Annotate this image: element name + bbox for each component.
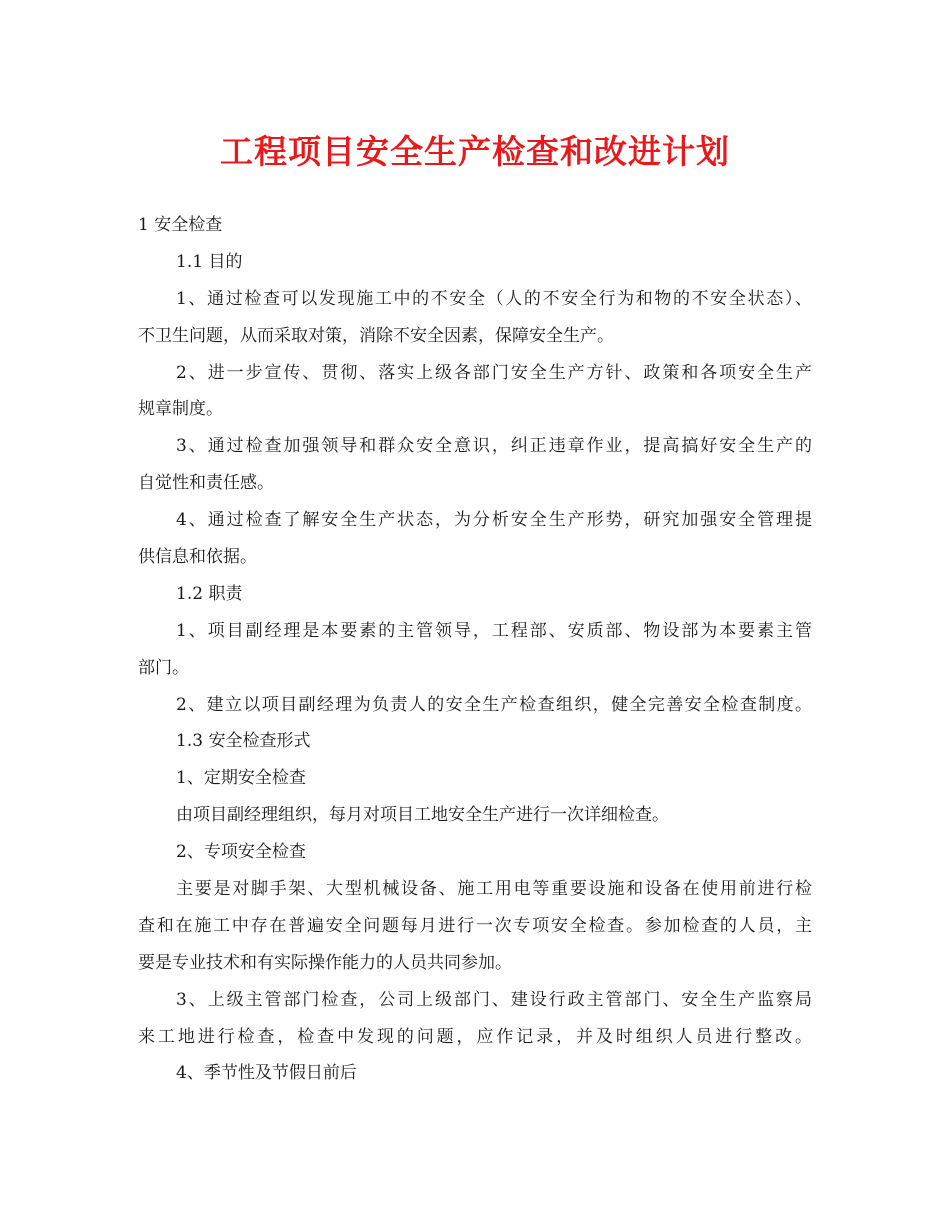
- text-line: 1、定期安全检查: [176, 768, 306, 789]
- text-line: 不卫生问题，从而采取对策，消除不安全因素，保障安全生产。: [138, 325, 614, 346]
- text-line: 规章制度。: [138, 399, 223, 420]
- text-line: 要是专业技术和有实际操作能力的人员共同参加。: [138, 952, 512, 973]
- text-line: 4、通过检查了解安全生产状态，为分析安全生产形势，研究加强安全管理提: [176, 510, 812, 531]
- document-title: 工程项目安全生产检查和改进计划: [220, 132, 730, 171]
- text-line: 由项目副经理组织，每月对项目工地安全生产进行一次详细检查。: [176, 805, 669, 826]
- text-line: 1、通过检查可以发现施工中的不安全（人的不安全行为和物的不安全状态）、: [176, 288, 812, 309]
- text-line: 2、建立以项目副经理为负责人的安全生产检查组织，健全完善安全检查制度。: [176, 694, 812, 715]
- text-line: 2、专项安全检查: [176, 842, 306, 863]
- text-line: 3、上级主管部门检查，公司上级部门、建设行政主管部门、安全生产监察局: [176, 989, 812, 1010]
- text-line: 供信息和依据。: [138, 547, 257, 568]
- text-line: 查和在施工中存在普遍安全问题每月进行一次专项安全检查。参加检查的人员，主: [138, 915, 812, 936]
- text-line: 1.2 职责: [176, 583, 243, 604]
- text-line: 来工地进行检查，检查中发现的问题，应作记录，并及时组织人员进行整改。: [138, 1026, 812, 1047]
- text-line: 4、季节性及节假日前后: [176, 1063, 357, 1084]
- text-line: 部门。: [138, 657, 189, 678]
- text-line: 主要是对脚手架、大型机械设备、施工用电等重要设施和设备在使用前进行检: [176, 879, 812, 900]
- text-line: 1 安全检查: [138, 215, 223, 235]
- text-line: 2、进一步宣传、贯彻、落实上级各部门安全生产方针、政策和各项安全生产: [176, 362, 812, 383]
- document-body: [138, 207, 812, 1092]
- text-line: 1.3 安全检查形式: [176, 731, 311, 752]
- text-line: 自觉性和责任感。: [138, 473, 274, 494]
- text-line: 1、项目副经理是本要素的主管领导，工程部、安质部、物设部为本要素主管: [176, 620, 812, 641]
- text-line: 3、通过检查加强领导和群众安全意识，纠正违章作业，提高搞好安全生产的: [176, 436, 812, 457]
- text-line: 1.1 目的: [176, 251, 243, 272]
